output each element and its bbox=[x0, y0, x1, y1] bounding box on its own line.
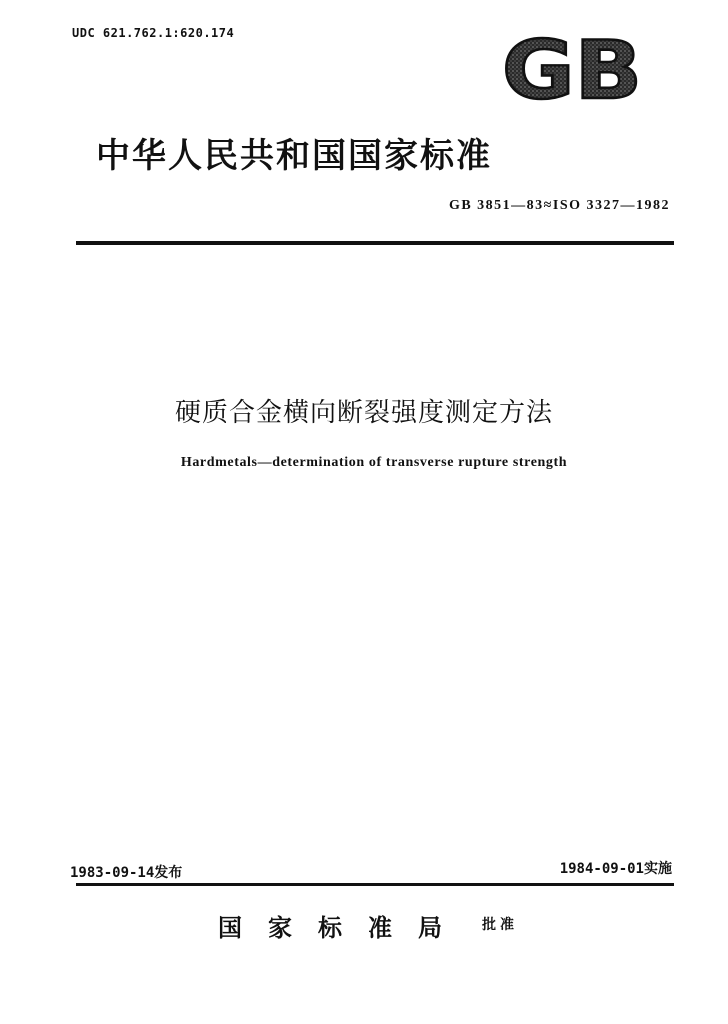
approved-label: 批准 bbox=[482, 917, 518, 933]
gb-logo-graphic bbox=[500, 34, 644, 104]
gb-logo-text: GB bbox=[502, 34, 642, 104]
issue-date: 1983-09-14发布 bbox=[70, 865, 183, 881]
udc-classification: UDC 621.762.1:620.174 bbox=[72, 26, 235, 40]
document-title-chinese: 硬质合金横向断裂强度测定方法 bbox=[174, 398, 553, 428]
effective-date: 1984-09-01实施 bbox=[559, 861, 672, 877]
standard-title: 中华人民共和国国家标准 bbox=[96, 136, 492, 176]
footer-divider bbox=[76, 883, 674, 886]
approving-authority: 国家标准局 bbox=[218, 913, 468, 942]
header-divider bbox=[76, 241, 674, 245]
gb-logo bbox=[500, 34, 644, 104]
standard-code: GB 3851—83≈ISO 3327—1982 bbox=[448, 198, 670, 213]
document-title-english: Hardmetals—determination of transverse rupture strength bbox=[180, 455, 568, 470]
